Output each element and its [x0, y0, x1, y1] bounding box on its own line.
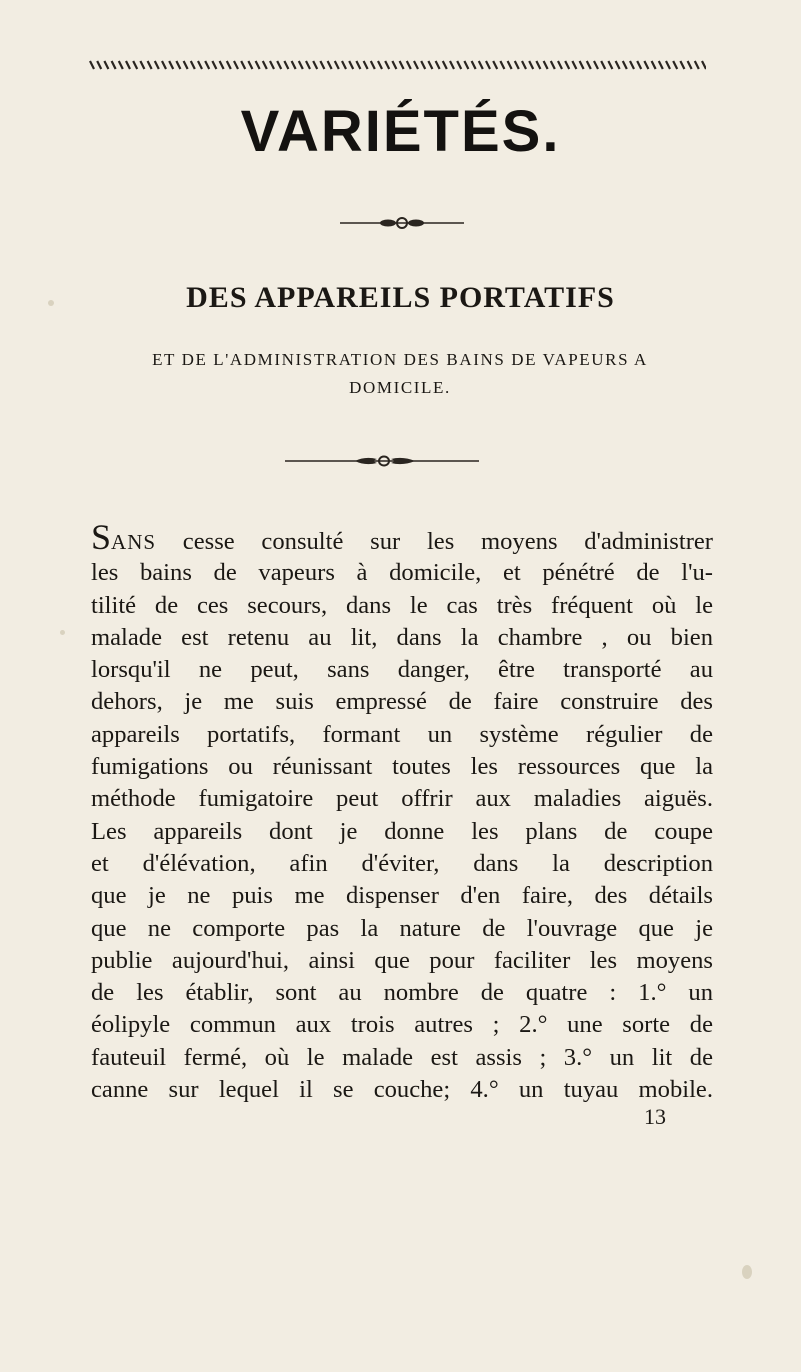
border-tick: [320, 61, 324, 69]
border-tick: [558, 61, 562, 69]
border-tick: [198, 61, 202, 69]
border-tick: [407, 61, 411, 69]
border-tick: [479, 61, 483, 69]
border-tick: [421, 61, 425, 69]
border-tick: [673, 61, 677, 69]
border-tick: [140, 61, 144, 69]
border-tick: [616, 61, 620, 69]
border-tick: [342, 61, 346, 69]
border-tick: [508, 61, 512, 69]
border-tick: [364, 61, 368, 69]
border-tick: [428, 61, 432, 69]
border-tick: [450, 61, 454, 69]
border-tick: [371, 61, 375, 69]
border-tick: [284, 61, 288, 69]
body-line: Les appareils dont je donne les plans de coupe: [91, 817, 713, 845]
article-heading: DES APPAREILS PORTATIFS: [186, 281, 615, 314]
body-line: éolipyle commun aux trois autres ; 2.° une sorte de: [91, 1011, 713, 1039]
signature-mark: 13: [644, 1104, 666, 1129]
border-tick: [400, 61, 404, 69]
border-tick: [493, 61, 497, 69]
border-tick: [248, 61, 252, 69]
body-line: lorsqu'il ne peut, sans danger, être transporté au: [91, 656, 713, 684]
border-tick: [536, 61, 540, 69]
border-tick: [457, 61, 461, 69]
border-tick: [378, 61, 382, 69]
border-tick: [277, 61, 281, 69]
decorative-border: [88, 58, 706, 72]
body-line: [91, 517, 713, 557]
body-line: fumigations ou réunissant toutes les ressources que la: [91, 753, 713, 781]
ornament-divider: [285, 453, 479, 469]
body-line: de les établir, sont au nombre de quatre : 1.° un: [91, 979, 713, 1007]
border-tick: [306, 61, 310, 69]
border-tick: [515, 61, 519, 69]
paper-speck: [742, 1265, 752, 1279]
border-tick: [263, 61, 267, 69]
border-tick: [212, 61, 216, 69]
border-tick: [220, 61, 224, 69]
border-tick: [184, 61, 188, 69]
body-line: méthode fumigatoire peut offrir aux maladies aiguës.: [91, 785, 713, 813]
border-tick: [104, 61, 108, 69]
border-tick: [500, 61, 504, 69]
body-line: appareils portatifs, formant un système régulier de: [91, 720, 713, 748]
border-tick: [608, 61, 612, 69]
border-tick: [205, 61, 209, 69]
border-tick: [529, 61, 533, 69]
border-tick: [464, 61, 468, 69]
border-tick: [227, 61, 231, 69]
drop-cap: S: [91, 517, 112, 557]
body-line: malade est retenu au lit, dans la chambre , ou bien: [91, 623, 713, 651]
border-tick: [241, 61, 245, 69]
paper-speck: [60, 630, 65, 635]
border-tick: [623, 61, 627, 69]
section-title: VARIÉTÉS.: [240, 99, 561, 164]
border-tick: [443, 61, 447, 69]
border-tick: [522, 61, 526, 69]
border-tick: [436, 61, 440, 69]
border-tick: [637, 61, 641, 69]
body-line: publie aujourd'hui, ainsi que pour faciliter les moyens: [91, 946, 713, 974]
border-tick: [594, 61, 598, 69]
border-tick: [702, 61, 706, 69]
body-line: dehors, je me suis empressé de faire construire des: [91, 688, 713, 716]
border-tick: [580, 61, 584, 69]
body-line: les bains de vapeurs à domicile, et pénétré de l'u-: [91, 559, 713, 587]
border-tick: [565, 61, 569, 69]
paper-speck: [48, 300, 54, 306]
border-tick: [392, 61, 396, 69]
border-tick: [270, 61, 274, 69]
border-tick: [414, 61, 418, 69]
body-line: que je ne puis me dispenser d'en faire, des détails: [91, 882, 713, 910]
border-tick: [695, 61, 699, 69]
border-tick: [601, 61, 605, 69]
border-tick: [328, 61, 332, 69]
border-tick: [176, 61, 180, 69]
border-tick: [587, 61, 591, 69]
border-tick: [97, 61, 101, 69]
border-tick: [572, 61, 576, 69]
border-tick: [680, 61, 684, 69]
body-line: tilité de ces secours, dans le cas très fréquent où le: [91, 591, 713, 619]
border-tick: [191, 61, 195, 69]
body-line: et d'élévation, afin d'éviter, dans la description: [91, 849, 713, 877]
border-tick: [652, 61, 656, 69]
border-tick: [486, 61, 490, 69]
border-tick: [385, 61, 389, 69]
border-tick: [126, 61, 130, 69]
border-tick: [349, 61, 353, 69]
line-text: cesse consulté sur les moyens d'administrer: [156, 528, 713, 555]
body-line: fauteuil fermé, où le malade est assis ; 3.° un lit de: [91, 1043, 713, 1071]
border-tick: [119, 61, 123, 69]
border-tick: [133, 61, 137, 69]
border-tick: [162, 61, 166, 69]
body-line: que ne comporte pas la nature de l'ouvrage que je: [91, 914, 713, 942]
border-tick: [544, 61, 548, 69]
border-tick: [155, 61, 159, 69]
border-tick: [313, 61, 317, 69]
border-tick: [551, 61, 555, 69]
border-tick: [299, 61, 303, 69]
border-tick: [666, 61, 670, 69]
border-tick: [148, 61, 152, 69]
border-tick: [234, 61, 238, 69]
border-tick: [169, 61, 173, 69]
border-tick: [356, 61, 360, 69]
border-tick: [688, 61, 692, 69]
border-tick: [630, 61, 634, 69]
border-tick: [659, 61, 663, 69]
article-body: [91, 517, 713, 1106]
border-tick: [112, 61, 116, 69]
body-line: canne sur lequel il se couche; 4.° un tuyau mobile.: [91, 1076, 713, 1104]
border-tick: [644, 61, 648, 69]
border-tick: [90, 61, 94, 69]
article-subheading: ET DE L'ADMINISTRATION DES BAINS DE VAPEURS A DOMICILE.: [152, 350, 648, 397]
border-tick: [256, 61, 260, 69]
border-tick: [472, 61, 476, 69]
ornament-divider: [340, 215, 464, 231]
small-caps: ANS: [111, 530, 157, 554]
border-tick: [335, 61, 339, 69]
border-tick: [292, 61, 296, 69]
